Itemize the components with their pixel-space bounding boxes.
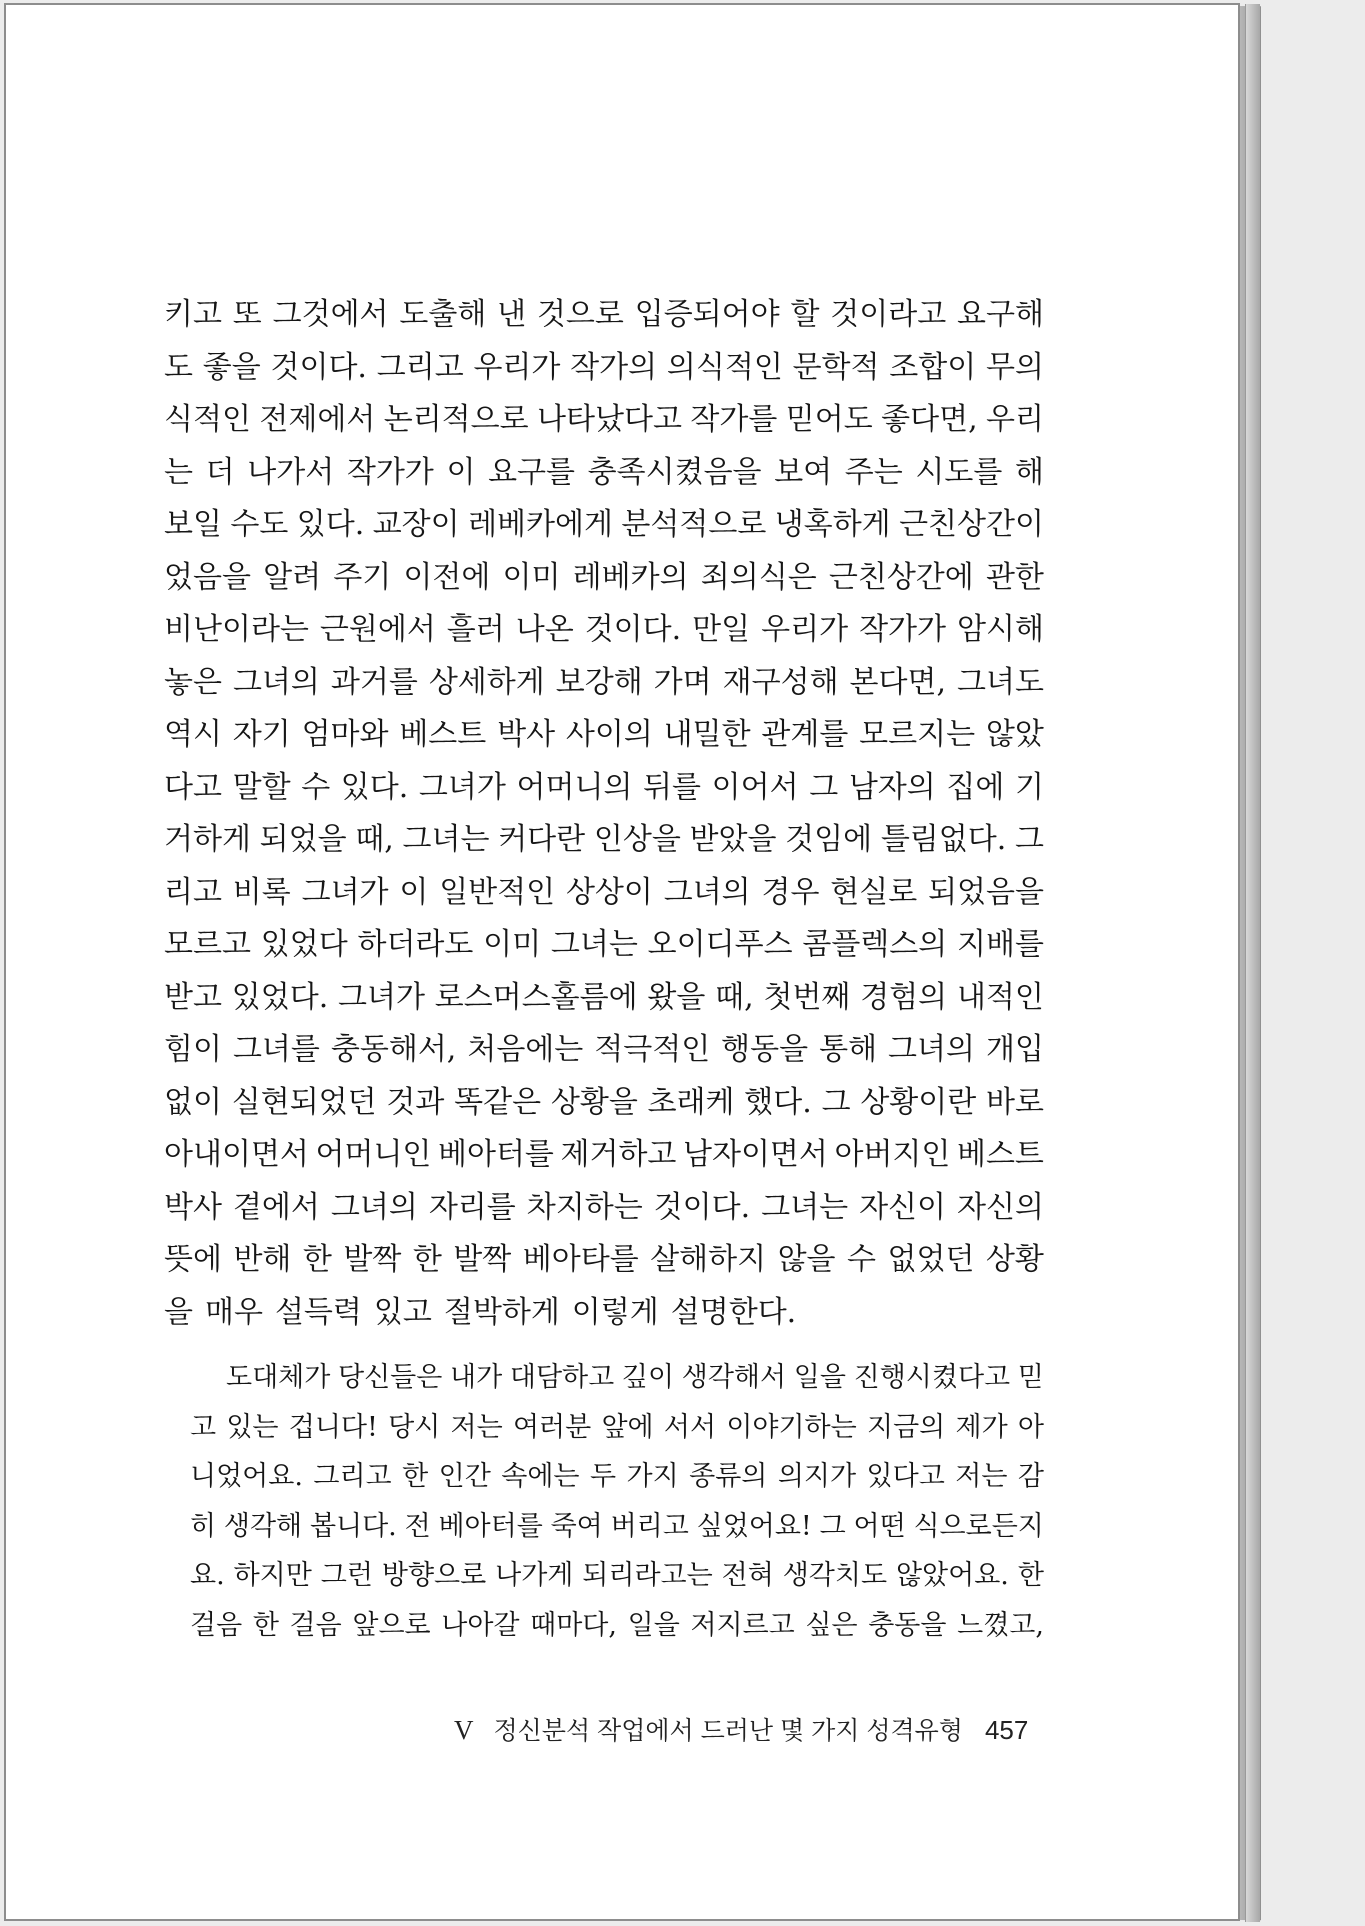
body-text-line: [164, 604, 1044, 657]
text-word: 아: [1017, 1411, 1044, 1443]
quote-text-line: [164, 1403, 1044, 1453]
text-word: 나타났다고: [537, 402, 682, 437]
text-word: 걸음: [190, 1609, 243, 1641]
text-word: 수: [301, 769, 331, 805]
text-word: 나가서: [247, 454, 335, 490]
text-word: 그것에서: [272, 297, 389, 332]
text-word: 통해: [819, 1032, 878, 1067]
text-word: 개입: [985, 1032, 1044, 1067]
text-word: 어머니의: [516, 769, 633, 805]
text-word: 히: [190, 1510, 217, 1542]
text-word: 어떤: [853, 1510, 906, 1542]
text-word: 보강해: [555, 664, 643, 700]
text-word: 그: [821, 1084, 851, 1120]
text-word: 키고: [164, 297, 222, 332]
running-footer: [454, 1711, 1029, 1747]
body-text-line: [164, 657, 1044, 710]
text-word: 설득력: [274, 1294, 362, 1330]
text-word: 근친상간에: [828, 559, 974, 595]
text-word: 그녀는: [550, 927, 638, 962]
body-text-line: [164, 709, 1044, 762]
text-word: 전제에서: [259, 402, 376, 437]
body-text-line: [164, 814, 1044, 867]
text-word: 상황을: [550, 1084, 638, 1120]
body-text-line: [164, 342, 1044, 395]
text-word: 그녀는: [761, 1189, 849, 1225]
text-word: 반해: [233, 1242, 292, 1277]
quote-text-line: [164, 1551, 1044, 1601]
text-word: 과거를: [330, 664, 418, 700]
body-text-line: [164, 919, 1044, 972]
text-word: 그녀의: [663, 874, 751, 910]
text-word: 그녀의: [232, 664, 320, 700]
text-word: 모르고: [164, 927, 251, 962]
text-word: 커다란: [498, 822, 586, 857]
text-word: 곁에서: [232, 1189, 320, 1225]
text-word: 우리가: [761, 612, 849, 647]
text-word: 자리를: [428, 1189, 516, 1225]
text-word: 콤플렉스의: [802, 927, 948, 962]
text-word: 역시: [164, 717, 222, 752]
text-word: 상황: [985, 1242, 1044, 1277]
text-word: 입증되어야: [634, 297, 780, 332]
text-word: 엄마와: [301, 717, 389, 752]
text-word: 여러분: [512, 1411, 592, 1443]
page-stack-edge: [1245, 4, 1260, 1922]
text-word: 로스머스홀름에: [434, 979, 638, 1015]
text-word: 받았을: [689, 822, 777, 857]
text-word: 베아터를: [438, 1510, 543, 1542]
text-word: 생각해서: [681, 1362, 787, 1393]
text-word: 감: [1017, 1461, 1044, 1492]
quote-text-line: [164, 1502, 1044, 1552]
text-word: 이야기하는: [726, 1411, 857, 1443]
text-word: 서서: [663, 1411, 717, 1443]
text-word: 암시해: [957, 612, 1044, 647]
text-word: 깊이: [621, 1362, 675, 1393]
body-paragraph: [164, 289, 1044, 1339]
text-word: 말할: [232, 769, 291, 805]
text-word: 흘러: [446, 612, 505, 647]
text-word: 내적인: [956, 979, 1044, 1015]
text-word: 것임에: [785, 822, 873, 857]
text-word: 레베카의: [572, 559, 689, 595]
text-word: 적극적인: [594, 1032, 711, 1067]
text-word: 않았어요.: [895, 1560, 1009, 1591]
text-word: 니었어요.: [190, 1461, 303, 1492]
text-word: 의식적인: [666, 349, 783, 385]
text-word: 상상이: [565, 874, 653, 910]
text-word: 한: [1017, 1560, 1044, 1591]
text-word: 하더라도: [357, 927, 474, 962]
text-word: 저는: [450, 1411, 503, 1443]
text-word: 되었을: [259, 822, 347, 857]
text-word: 인상을: [593, 822, 681, 857]
body-text-line: [164, 762, 1044, 815]
text-word: 싶었어요!: [696, 1510, 812, 1542]
text-word: 그녀는: [402, 822, 490, 857]
text-word: 만일: [692, 612, 751, 647]
text-word: 힘이: [164, 1032, 222, 1067]
text-word: 없이: [164, 1084, 222, 1120]
text-word: 때,: [355, 822, 394, 857]
text-word: 박사: [164, 1189, 222, 1225]
text-word: 식으로든지: [913, 1510, 1044, 1542]
text-word: 것으로: [536, 297, 624, 332]
text-word: 것이다.: [270, 349, 367, 385]
text-word: 나온: [515, 612, 574, 647]
text-word: 전: [404, 1510, 431, 1542]
text-word: 을: [164, 1294, 193, 1330]
text-word: 것이라고: [830, 297, 947, 332]
text-word: 일반적인: [439, 874, 556, 910]
text-word: 매우: [204, 1294, 263, 1330]
text-word: 관한: [985, 559, 1044, 595]
text-word: 했다.: [744, 1084, 812, 1120]
quote-text-line: [164, 1353, 1044, 1403]
text-word: 있다.: [340, 769, 409, 805]
text-word: 베스트: [399, 717, 487, 752]
text-word: 모르지는: [859, 717, 976, 752]
text-word: 그녀를: [232, 1032, 320, 1067]
text-word: 믿어도: [785, 402, 873, 437]
text-word: 아내이면서: [164, 1137, 309, 1172]
text-word: 어머니인: [315, 1137, 432, 1172]
text-word: 이어서: [711, 769, 799, 805]
text-word: 설명한다.: [670, 1294, 797, 1330]
body-text-line: [164, 1024, 1044, 1077]
text-word: 현실로: [830, 874, 918, 910]
text-word: 않을: [777, 1242, 836, 1277]
text-word: 베아터를: [437, 1137, 554, 1172]
text-word: 자신의: [957, 1189, 1044, 1225]
text-word: 베아타를: [522, 1242, 639, 1277]
text-word: 놓은: [164, 664, 222, 700]
text-word: 한: [302, 1242, 332, 1277]
text-word: 오이디푸스: [647, 927, 793, 962]
text-word: 겁니다!: [288, 1411, 378, 1443]
text-word: 었음을: [164, 559, 251, 595]
page-number: 457: [984, 1715, 1029, 1745]
text-word: 분석적으로: [621, 507, 767, 542]
text-word: 이: [446, 454, 476, 490]
text-word: 믿: [1017, 1362, 1044, 1393]
text-word: 또: [232, 297, 262, 332]
text-word: 사이의: [565, 717, 653, 752]
text-word: 아버지인: [834, 1137, 951, 1172]
text-word: 레베카에게: [468, 507, 613, 542]
text-word: 있고: [373, 1294, 432, 1330]
text-word: 낸: [497, 297, 527, 332]
text-word: 비록: [232, 874, 291, 910]
text-word: 저지르고: [690, 1609, 795, 1641]
body-text-line: [164, 972, 1044, 1025]
text-word: 이미: [502, 559, 561, 595]
body-text-line: [164, 1129, 1044, 1182]
text-word: 수도: [230, 507, 289, 542]
text-word: 그녀도: [957, 664, 1044, 700]
text-word: 비난이라는: [164, 612, 309, 647]
text-word: 두: [589, 1461, 617, 1492]
text-word: 지금의: [866, 1411, 946, 1443]
text-word: 근친상간이: [899, 507, 1044, 542]
text-word: 제가: [955, 1411, 1008, 1443]
text-word: 틀림없다.: [880, 822, 1007, 857]
text-word: 속에는: [501, 1461, 580, 1492]
text-word: 앞으로: [352, 1609, 431, 1641]
text-word: 가며: [653, 664, 712, 700]
text-word: 자기: [232, 717, 291, 752]
text-word: 생각해: [223, 1510, 303, 1542]
text-word: 는: [164, 454, 193, 490]
body-text-line: [164, 552, 1044, 605]
text-word: 그리고: [313, 1461, 392, 1492]
text-word: 경험의: [860, 979, 948, 1015]
text-word: 왔을: [647, 979, 706, 1015]
text-word: 되었음을: [928, 874, 1044, 910]
text-word: 저는: [955, 1461, 1008, 1492]
text-word: 본다면,: [849, 664, 947, 700]
text-word: 나가게: [495, 1560, 574, 1591]
text-word: 때마다,: [530, 1609, 617, 1641]
text-word: 받고: [164, 979, 222, 1015]
text-word: 지배를: [957, 927, 1044, 962]
text-word: 다고: [164, 769, 222, 805]
text-word: 싶은: [805, 1609, 858, 1641]
text-word: 해: [1015, 454, 1044, 490]
text-word: 우리: [986, 402, 1044, 437]
text-word: 있는: [226, 1411, 279, 1443]
text-word: 차지하는: [526, 1189, 643, 1225]
body-text-line: [164, 1077, 1044, 1130]
text-word: 기: [1015, 769, 1044, 805]
text-word: 박사: [497, 717, 556, 752]
text-word: 있다.: [296, 507, 365, 542]
text-word: 내가: [450, 1362, 503, 1393]
text-word: 그녀의: [888, 1032, 975, 1067]
text-word: 보여: [774, 454, 833, 490]
text-word: 당신들은: [338, 1362, 443, 1393]
text-word: 나아갈: [441, 1609, 520, 1641]
text-word: 있었다.: [231, 979, 329, 1015]
text-word: 진행시켰다고: [853, 1362, 1011, 1393]
body-text-line: [164, 867, 1044, 920]
text-word: 재구성해: [722, 664, 839, 700]
text-word: 조합이: [889, 349, 977, 385]
chapter-number: V: [454, 1715, 474, 1745]
text-word: 고: [190, 1411, 217, 1443]
text-word: 대담하고: [509, 1362, 615, 1393]
text-word: 보일: [164, 507, 222, 542]
block-quotation: [164, 1353, 1044, 1650]
text-word: 이: [399, 874, 429, 910]
text-word: 충동을: [868, 1609, 947, 1641]
text-word: 식적인: [164, 402, 251, 437]
text-word: 없었던: [887, 1242, 975, 1277]
text-word: 느꼈고,: [957, 1609, 1044, 1641]
text-word: 가지: [626, 1461, 679, 1492]
text-word: 일을: [627, 1609, 680, 1641]
text-word: 작가가: [346, 454, 434, 490]
text-word: 그: [809, 769, 839, 805]
text-word: 주는: [844, 454, 903, 490]
text-word: 그: [1015, 822, 1044, 857]
text-word: 이미: [483, 927, 542, 962]
text-word: 앞에: [601, 1411, 654, 1443]
text-word: 수: [847, 1242, 876, 1277]
text-word: 리고: [164, 874, 222, 910]
text-word: 주기: [333, 559, 392, 595]
text-word: 이전에: [403, 559, 491, 595]
quote-text-line: [164, 1452, 1044, 1502]
body-text-line: [164, 1234, 1044, 1287]
text-word: 전혀: [721, 1560, 774, 1591]
text-word: 행동을: [721, 1032, 809, 1067]
text-word: 있었다: [260, 927, 348, 962]
text-word: 되리라고는: [582, 1560, 713, 1591]
text-word: 요.: [190, 1560, 225, 1591]
text-word: 한: [402, 1461, 429, 1492]
text-word: 종류의: [689, 1461, 768, 1492]
text-word: 한: [252, 1609, 279, 1641]
text-word: 근원에서: [319, 612, 436, 647]
text-word: 요구해: [957, 297, 1044, 332]
text-word: 요구를: [488, 454, 576, 490]
text-word: 남자의: [848, 769, 936, 805]
text-word: 무의: [986, 349, 1044, 385]
body-text-line: [164, 447, 1044, 500]
text-word: 그녀가: [338, 979, 425, 1015]
text-word: 작가가: [859, 612, 947, 647]
text-word: 도대체가: [226, 1362, 331, 1393]
text-word: 살해하지: [650, 1242, 767, 1277]
text-word: 죽여: [550, 1510, 603, 1542]
text-word: 알려: [263, 559, 322, 595]
body-text-line: [164, 394, 1044, 447]
text-word: 좋을: [202, 349, 261, 385]
text-word: 바로: [986, 1084, 1044, 1120]
text-word: 걸음: [289, 1609, 342, 1641]
text-word: 때,: [715, 979, 754, 1015]
text-word: 그런: [320, 1560, 373, 1591]
text-word: 것이다.: [653, 1189, 751, 1225]
text-word: 거하게: [164, 822, 251, 857]
text-word: 죄의식은: [700, 559, 817, 595]
text-word: 하지만: [233, 1560, 312, 1591]
book-page: [4, 3, 1240, 1921]
body-text-line: [164, 499, 1044, 552]
text-word: 충족시켰음을: [587, 454, 762, 490]
text-word: 집에: [946, 769, 1005, 805]
text-word: 문학적: [792, 349, 880, 385]
text-word: 상세하게: [428, 664, 545, 700]
body-text-line: [164, 1182, 1044, 1235]
text-word: 실현되었던: [231, 1084, 377, 1120]
text-word: 것과: [386, 1084, 445, 1120]
text-word: 냉혹하게: [774, 507, 891, 542]
text-word: 상황이란: [860, 1084, 977, 1120]
text-word: 남자이면서: [682, 1137, 828, 1172]
text-word: 충동해서,: [330, 1032, 457, 1067]
text-word: 한: [412, 1242, 442, 1277]
section-title: 정신분석 작업에서 드러난 몇 가지 성격유형: [493, 1717, 963, 1745]
text-word: 않았: [985, 717, 1044, 752]
text-word: 것이다.: [584, 612, 682, 647]
text-word: 그리고: [376, 349, 464, 385]
body-text-line: [164, 289, 1044, 342]
text-word: 방향으로: [381, 1560, 487, 1591]
text-word: 그녀가: [418, 769, 506, 805]
text-word: 발짝: [343, 1242, 402, 1277]
text-word: 내밀한: [663, 717, 751, 752]
text-word: 그녀가: [301, 874, 389, 910]
text-word: 교장이: [372, 507, 460, 542]
text-word: 작가를: [690, 402, 778, 437]
quote-text-line: [164, 1601, 1044, 1651]
text-word: 있다고: [866, 1461, 945, 1492]
text-word: 당시: [388, 1411, 441, 1443]
text-word: 뒤를: [643, 769, 702, 805]
text-word: 발짝: [453, 1242, 512, 1277]
text-word: 할: [790, 297, 820, 332]
body-text-line: [164, 1287, 1044, 1340]
text-word: 그녀의: [330, 1189, 418, 1225]
text-word: 우리가: [473, 349, 561, 385]
text-word: 제거하고: [560, 1137, 677, 1172]
text-word: 논리적으로: [383, 402, 529, 437]
text-word: 첫번째: [763, 979, 851, 1015]
text-word: 자신이: [859, 1189, 947, 1225]
text-word: 뜻에: [164, 1242, 222, 1277]
text-word: 이렇게: [571, 1294, 659, 1330]
text-word: 시도를: [915, 454, 1003, 490]
text-word: 봅니다.: [309, 1510, 397, 1542]
text-word: 작가의: [570, 349, 658, 385]
text-word: 그: [819, 1510, 846, 1542]
text-word: 똑같은: [454, 1084, 542, 1120]
text-word: 베스트: [956, 1137, 1044, 1172]
text-word: 생각치도: [782, 1560, 888, 1591]
text-word: 인간: [438, 1461, 491, 1492]
text-word: 도출해: [399, 297, 487, 332]
text-word: 더: [205, 454, 235, 490]
text-word: 도: [164, 349, 193, 385]
text-word: 버리고: [610, 1510, 689, 1542]
text-word: 일을: [793, 1362, 846, 1393]
text-word: 경우: [761, 874, 820, 910]
text-word: 관계를: [761, 717, 849, 752]
text-word: 좋다면,: [881, 402, 978, 437]
text-word: 처음에는: [467, 1032, 584, 1067]
text-word: 초래케: [647, 1084, 735, 1120]
text-word: 의지가: [777, 1461, 857, 1492]
text-word: 절박하게: [443, 1294, 560, 1330]
